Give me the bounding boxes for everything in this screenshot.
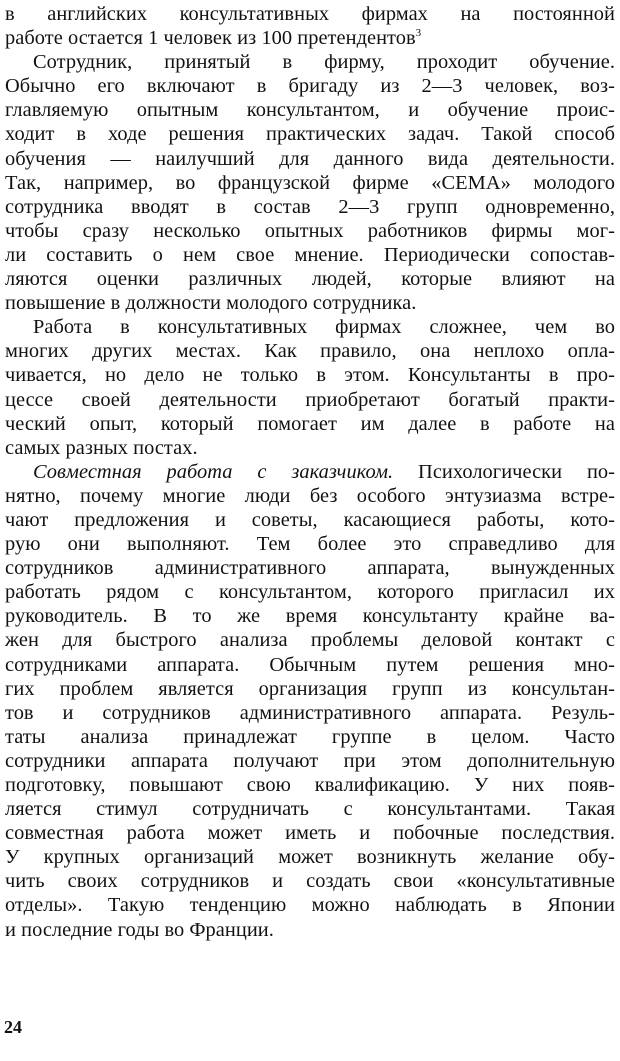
text-line: ли составить о нем свое мнение. Периодически сопостав- [5,243,615,266]
text-line: сотрудников административного аппарата, вынужденных [5,557,615,580]
paragraph-end-line: самых разных постах. [5,436,198,459]
paragraph-start-line: Работа в консультативных фирмах сложнее, чем во [33,316,615,339]
text-line: У крупных организаций может возникнуть желание обу- [5,846,615,869]
text-line: сотрудника вводят в состав 2—3 групп одновременно, [5,195,615,218]
text-line: ляется стимул сотрудничать с консультантами. Такая [5,798,615,821]
text-line: цессе своей деятельности приобретают богатый практи- [5,388,615,411]
text-line: отделы». Такую тенденцию можно наблюдать в Японии [5,894,615,917]
page-number: 24 [4,1017,22,1037]
text-fragment: Психологически по- [393,460,616,483]
italic-run-in-heading: Совместная работа с заказчиком. [33,460,394,483]
text-line: ляются оценки различных людей, которые влияют на [5,268,615,291]
text-line: ходит в ходе решения практических задач. Такой способ [5,123,615,146]
text-line: главляемую опытным консультантом, и обучение проис- [5,99,615,122]
text-line: обучения — наилучший для данного вида деятельности. [5,147,615,170]
paragraph-end-line: повышение в должности молодого сотрудника. [5,292,417,315]
text-line: чают предложения и советы, касающиеся работы, кото- [5,508,615,531]
text-line: нятно, почему многие люди без особого энтузиазма встре- [5,484,615,507]
paragraph-start-line: Сотрудник, принятый в фирму, проходит обучение. [33,51,615,74]
text-line: подготовку, повышают свою квалификацию. У них появ- [5,774,615,796]
section-heading-line [5,460,615,484]
text-line: сотрудники аппарата получают при этом дополнительную [5,749,615,772]
text-line: Обычно его включают в бригаду из 2—3 человек, воз- [5,75,615,98]
text-line: работать рядом с консультантом, которого пригласил их [5,581,615,604]
footnote-reference[interactable]: 3 [415,27,422,40]
text-line: рую они выполняют. Тем более это справедливо для [5,533,615,556]
text-line: сотрудниками аппарата. Обычным путем решения мно- [5,653,615,676]
text-line: чтобы сразу несколько опытных работников фирмы мог- [5,219,615,242]
text-line: Так, например, во французской фирме «СЕМА» молодого [5,171,615,194]
text-line: совместная работа может иметь и побочные последствия. [5,822,615,845]
text-line: таты анализа принадлежат группе в целом. Часто [5,725,615,748]
text-line: ческий опыт, который помогает им далее в работе на [5,412,615,435]
text-line: руководитель. В то же время консультанту крайне ва- [5,605,615,628]
text-line: чивается, но дело не только в этом. Консультанты в про- [5,364,615,387]
text-line: чить своих сотрудников и создать свои «консультативные [5,870,615,893]
paragraph-end-line: и последние годы во Франции. [5,918,274,941]
text-line: жен для быстрого анализа проблемы деловой контакт с [5,629,615,652]
text-line: многих других местах. Как правило, она неплохо опла- [5,340,615,363]
text-line-with-footnote [5,26,615,50]
text-line: тов и сотрудников административного аппарата. Резуль- [5,701,615,724]
text-fragment: работе остается 1 человек из 100 претендентов [5,27,416,50]
body-text [5,2,615,942]
text-line: гих проблем является организация групп из консультан- [5,677,615,700]
text-line: в английских консультативных фирмах на постоянной [5,3,615,25]
